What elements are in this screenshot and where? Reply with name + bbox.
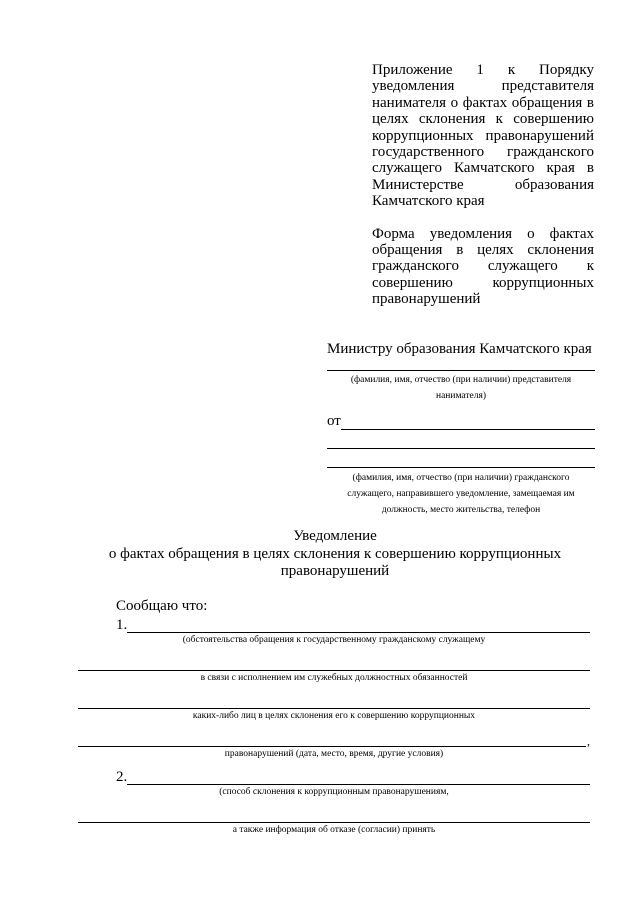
item-2-line-2[interactable] — [78, 807, 590, 823]
from-line-1[interactable] — [341, 413, 595, 430]
item-2-caption-2: а также информация об отказе (согласии) принять — [232, 825, 436, 835]
item-1-line-4[interactable] — [78, 731, 586, 747]
notice-title-3: правонарушений — [280, 563, 390, 579]
addressee-block — [327, 340, 595, 518]
from-label: от — [327, 413, 341, 429]
addressee-to-caption-1: (фамилия, имя, отчество (при наличии) представителя — [350, 375, 572, 385]
item-2-row — [116, 769, 590, 785]
notice-body — [78, 598, 590, 837]
from-line-3[interactable] — [327, 449, 595, 468]
notice-title-1: Уведомление — [293, 528, 377, 544]
item-1-caption-4: правонарушений (дата, место, время, другие условия) — [224, 749, 444, 759]
from-caption-2: служащего, направившего уведомление, замещаемая им — [347, 489, 575, 499]
item-1-line-1[interactable] — [127, 617, 590, 633]
form-title: Форма уведомления о фактах обращения в целях склонения гражданского служащего к совершению коррупционных правонарушений — [372, 225, 594, 308]
item-1-line-2[interactable] — [78, 655, 590, 671]
addressee-to-line[interactable] — [327, 358, 595, 371]
addressee-to-caption-2: нанимателя) — [435, 391, 487, 401]
item-2-caption-1: (способ склонения к коррупционным правонарушениям, — [219, 787, 449, 797]
item-1-caption-2: в связи с исполнением им служебных должностных обязанностей — [200, 673, 468, 683]
item-1-caption-3: каких-либо лиц в целях склонения его к совершению коррупционных — [192, 711, 476, 721]
item-2-number: 2. — [116, 769, 128, 785]
item-1-line-3[interactable] — [78, 693, 590, 709]
notice-title — [80, 528, 590, 581]
appendix-block — [372, 62, 594, 324]
item-2-line-1[interactable] — [127, 769, 590, 785]
item-1-number: 1. — [116, 617, 128, 633]
from-caption-3: должность, место жительства, телефон — [381, 505, 541, 515]
appendix-heading: Приложение 1 к Порядку уведомления представителя нанимателя о фактах обращения в целях склонения к совершению коррупционных правонарушений государственного гражданского служащего Камчатского края в Министерстве образования Камчатского края — [372, 62, 594, 210]
addressee-to: Министру образования Камчатского края — [327, 341, 592, 357]
from-line-2[interactable] — [327, 430, 595, 449]
item-1-row — [116, 617, 590, 633]
item-1-comma: , — [587, 734, 590, 748]
from-row — [327, 412, 595, 430]
item-1-end-row — [78, 731, 590, 747]
body-lead: Сообщаю что: — [116, 598, 208, 614]
item-1-caption-1: (обстоятельства обращения к государственному гражданскому служащему — [182, 635, 486, 645]
from-caption-1: (фамилия, имя, отчество (при наличии) гражданского — [352, 473, 570, 483]
notice-title-2: о фактах обращения в целях склонения к совершению коррупционных — [108, 545, 562, 562]
